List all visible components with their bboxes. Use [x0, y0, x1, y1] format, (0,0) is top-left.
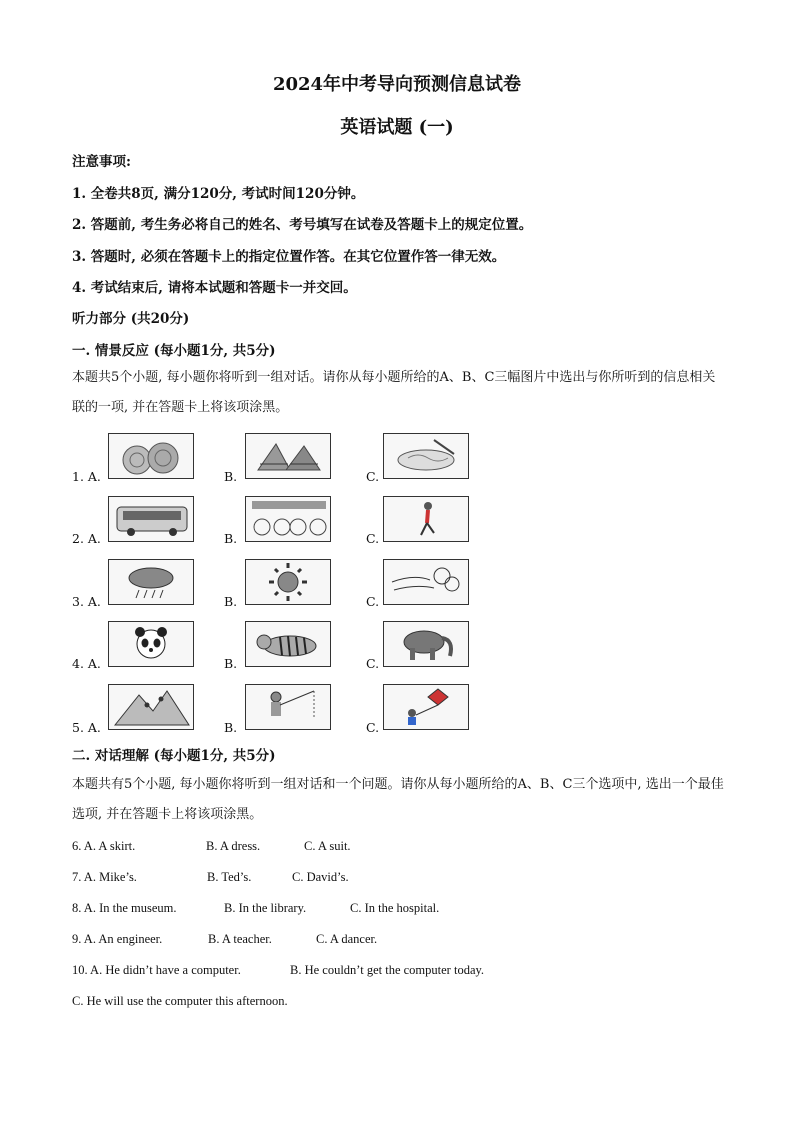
section1-instructions: 本题共5个小题, 每小题你将听到一组对话。请你从每小题所给的A、B、C三幅图片中选出与你所听到的信息相关联的一项, 并在答题卡上将该项涂黑。: [72, 370, 716, 415]
row5-label-b: B.: [224, 720, 238, 735]
q10-option-c: C. He will use the computer this afternoon.: [72, 994, 288, 1008]
noodle-bowl-icon: [383, 433, 469, 479]
running-boy-icon: [383, 496, 469, 542]
kite-boy-icon: [383, 684, 469, 730]
tiger-icon: [245, 621, 331, 667]
row3-label-b: B.: [224, 594, 238, 609]
section1-heading: 一. 情景反应 (每小题1分, 共5分): [72, 343, 276, 359]
row3-label-a: 3. A.: [72, 594, 101, 609]
sun-icon: [245, 559, 331, 605]
row4-label-b: B.: [224, 656, 238, 671]
q9-option-b: B. A teacher.: [208, 932, 272, 946]
row1-label-b: B.: [224, 469, 238, 484]
panda-icon: [108, 621, 194, 667]
q6-option-c: C. A suit.: [304, 839, 351, 853]
mooncake-icon: [108, 433, 194, 479]
exam-subtitle: 英语试题 (一): [340, 117, 454, 138]
q8-option-a: 8. A. In the museum.: [72, 901, 177, 915]
q9-option-a: 9. A. An engineer.: [72, 932, 163, 946]
listening-heading: 听力部分 (共20分): [72, 311, 190, 327]
q7-option-a: 7. A. Mike’s.: [72, 870, 137, 884]
q8-option-b: B. In the library.: [224, 901, 307, 915]
q8-option-c: C. In the hospital.: [350, 901, 440, 915]
bikes-icon: [245, 496, 331, 542]
zongzi-icon: [245, 433, 331, 479]
q6-option-b: B. A dress.: [206, 839, 261, 853]
q7-option-b: B. Ted’s.: [207, 870, 252, 884]
row1-label-c: C.: [366, 469, 380, 484]
fishing-boy-icon: [245, 684, 331, 730]
q10-option-b: B. He couldn’t get the computer today.: [290, 963, 485, 977]
section2-heading: 二. 对话理解 (每小题1分, 共5分): [72, 748, 276, 764]
row4-label-a: 4. A.: [72, 656, 101, 671]
row2-label-a: 2. A.: [72, 531, 101, 546]
wind-icon: [383, 559, 469, 605]
exam-title: 2024年中考导向预测信息试卷: [272, 74, 522, 95]
q7-option-c: C. David’s.: [292, 870, 349, 884]
notice-item: 1. 全卷共8页, 满分120分, 考试时间120分钟。: [72, 186, 365, 202]
rain-cloud-icon: [108, 559, 194, 605]
notice-item: 4. 考试结束后, 请将本试题和答题卡一并交回。: [72, 280, 357, 296]
mountain-climb-icon: [108, 684, 194, 730]
row5-label-a: 5. A.: [72, 720, 101, 735]
row3-label-c: C.: [366, 594, 380, 609]
notice-heading: 注意事项:: [72, 154, 131, 170]
q6-option-a: 6. A. A skirt.: [72, 839, 136, 853]
row4-label-c: C.: [366, 656, 380, 671]
bus-icon: [108, 496, 194, 542]
section2-instructions: 本题共有5个小题, 每小题你将听到一组对话和一个问题。请你从每小题所给的A、B、C三个选项中, 选出一个最佳选项, 并在答题卡上将该项涂黑。: [72, 777, 724, 822]
row2-label-c: C.: [366, 531, 380, 546]
elephant-icon: [383, 621, 469, 667]
q9-option-c: C. A dancer.: [316, 932, 378, 946]
row1-label-a: 1. A.: [72, 469, 101, 484]
row2-label-b: B.: [224, 531, 238, 546]
q10-option-a: 10. A. He didn’t have a computer.: [72, 963, 241, 977]
notice-item: 3. 答题时, 必须在答题卡上的指定位置作答。在其它位置作答一律无效。: [72, 249, 506, 265]
row5-label-c: C.: [366, 720, 380, 735]
notice-item: 2. 答题前, 考生务必将自己的姓名、考号填写在试卷及答题卡上的规定位置。: [72, 217, 533, 233]
